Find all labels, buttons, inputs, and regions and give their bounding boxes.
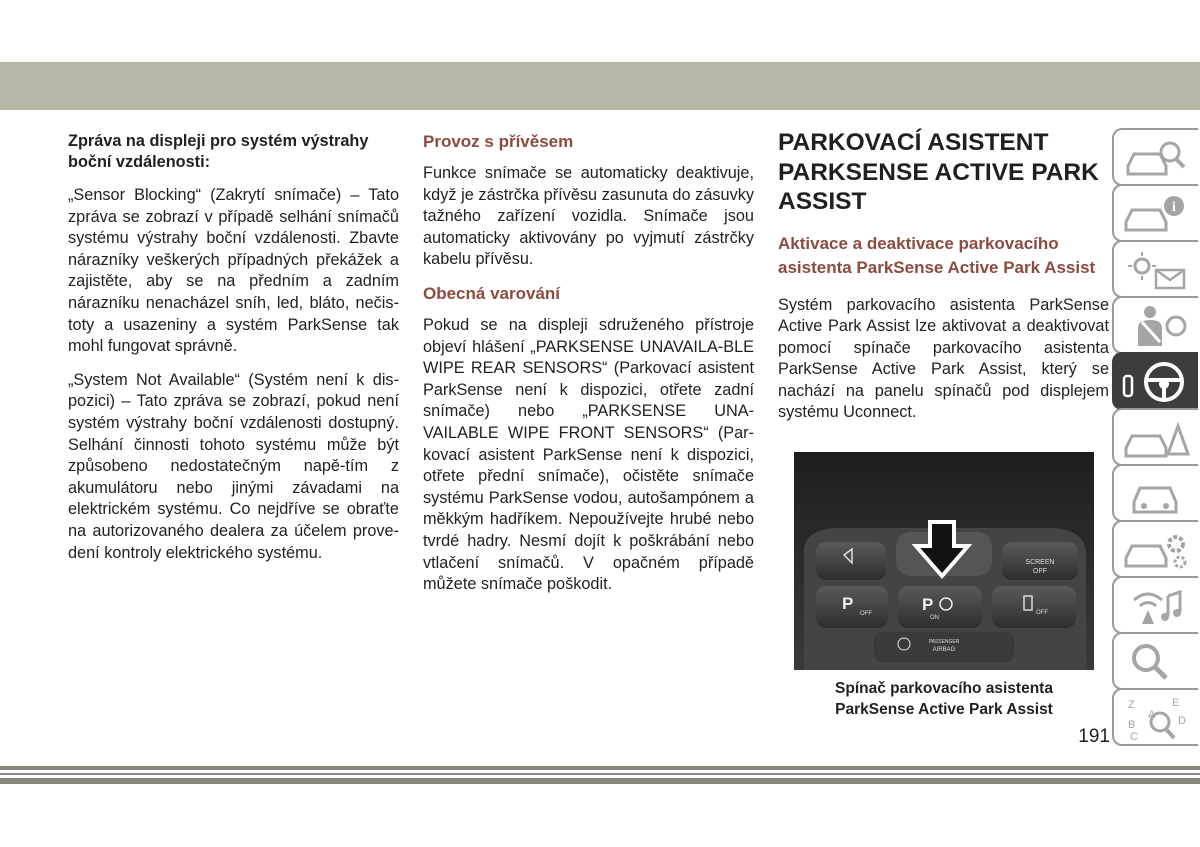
column-1 [68, 131, 399, 576]
park-p-label: P [842, 594, 854, 613]
svg-text:i: i [1172, 200, 1176, 215]
svg-text:B: B [1128, 719, 1136, 731]
trailer-heading: Provoz s přívěsem [423, 132, 574, 151]
activation-paragraph: Systém parkovacího asistenta ParkSense Active Park Assist lze aktivovat a deaktivovat pomocí spínače parkovacího asistenta ParkSense Active Park Assist, který se nachází na panelu spínačů pod displejem systému Uconnect. [778, 295, 1109, 422]
car-info-icon [1120, 190, 1194, 240]
on-label: ON [930, 615, 939, 621]
sensor-blocking-paragraph: „Sensor Blocking“ (Zakrytí snímače) – Tato zpráva se zobrazí v případě selhání snímačů systému výstrahy boční vzdálenosti. Zbavte nárazníky veškerých případných překážek a zajistěte, aby se na předním a zadním nárazníku nenacházel sníh, led, bláto, nečis-toty a usazeniny a systém ParkSense tak mohl fungovat správně. [68, 186, 399, 356]
tab-car-search[interactable] [1112, 128, 1198, 186]
tab-search[interactable] [1112, 632, 1198, 690]
steering-wheel-key-icon [1120, 358, 1194, 408]
alphabet-index-icon [1120, 694, 1194, 744]
tab-index[interactable] [1112, 688, 1198, 746]
page-number: 191 [1078, 726, 1110, 747]
seatbelt-airbag-icon [1120, 302, 1194, 352]
car-settings-icon [1120, 526, 1194, 576]
tab-multimedia[interactable] [1112, 576, 1198, 634]
figure-caption: Spínač parkovacího asistenta ParkSense Active Park Assist [835, 680, 1053, 718]
park-off-label: OFF [860, 611, 872, 617]
tab-warning-lights[interactable] [1112, 240, 1198, 298]
warning-lights-message-icon [1120, 246, 1194, 296]
svg-text:Z: Z [1128, 699, 1135, 711]
section-title: PARKOVACÍ ASISTENT PARKSENSE ACTIVE PARK ASSIST [778, 129, 1099, 215]
system-not-available-paragraph: „System Not Available“ (Systém není k dis-pozici) – Tato zpráva se zobrazí, pokud není systém výstrahy boční vzdálenosti dostupný. Selhání činnosti tohoto systému může být způsobeno nedostatečným napě-tím z akumulátoru nebo jinými závadami na elektrickém systému. Co nejdříve se obraťte na autorizovaného dealera za účelem prove-dení kontroly elektrického systému. [68, 370, 399, 562]
tab-car-hazard[interactable] [1112, 408, 1198, 466]
general-warnings-heading: Obecná varování [423, 283, 561, 303]
search-icon [1120, 638, 1194, 688]
svg-text:A: A [1148, 709, 1156, 721]
active-park-p-label: P [922, 595, 934, 614]
tab-steering-wheel[interactable] [1112, 352, 1198, 410]
svg-text:D: D [1178, 715, 1186, 727]
tab-seatbelt-airbag[interactable] [1112, 296, 1198, 354]
top-band [0, 62, 1200, 110]
svg-text:E: E [1172, 697, 1180, 709]
car-search-icon [1120, 134, 1194, 184]
car-hazard-icon [1120, 414, 1194, 464]
tab-car-settings[interactable] [1112, 520, 1198, 578]
tab-car-info[interactable] [1112, 184, 1198, 242]
switch-panel-illustration [794, 452, 1094, 670]
airbag-label: AIRBAG [932, 647, 956, 653]
screen-label: SCREEN [1025, 559, 1055, 566]
car-service-icon [1120, 470, 1194, 520]
passenger-label: PASSENGER [928, 639, 960, 645]
column-3 [778, 128, 1109, 436]
trailer-paragraph: Funkce snímače se automaticky deaktivuje, když je zástrčka přívěsu zasunuta do zásuvky tažného zařízení vozidla. Snímače jsou automaticky aktivovány po vyjmutí zástrčky kabelu přívěsu. [423, 164, 754, 269]
bottom-rule [0, 766, 1200, 786]
off-label: OFF [1033, 568, 1047, 575]
general-warnings-paragraph: Pokud se na displeji sdruženého přístroje objeví hlášení „PARKSENSE UNAVAILA-BLE WIPE REAR SENSORS“ (Parkovací asistent ParkSense není k dispozici, otřete zadní snímače) nebo „PARKSENSE UNA-VAILABLE WIPE FRONT SENSORS“ (Par-kovací asistent ParkSense není k dispozici, otřete přední snímače), očistěte snímače systému ParkSense vodou, autošampónem a měkkým hadříkem. Nepoužívejte hrubé nebo tvrdé hadry. Nesmí dojít k poškrábání nebo vtlačení snímačů. V opačném případě můžete snímače poškodit. [423, 315, 754, 594]
lateral-warning-heading: Zpráva na displeji pro systém výstrahy boční vzdálenosti: [68, 132, 369, 171]
switch-panel-photo [794, 452, 1094, 670]
section-subtitle: Aktivace a deaktivace parkovacího asistenta ParkSense Active Park Assist [778, 233, 1096, 277]
tab-car[interactable] [1112, 464, 1198, 522]
lane-off-label: OFF [1036, 610, 1048, 616]
multimedia-navigation-icon [1120, 582, 1194, 632]
svg-text:C: C [1130, 731, 1138, 743]
column-2 [423, 131, 754, 608]
